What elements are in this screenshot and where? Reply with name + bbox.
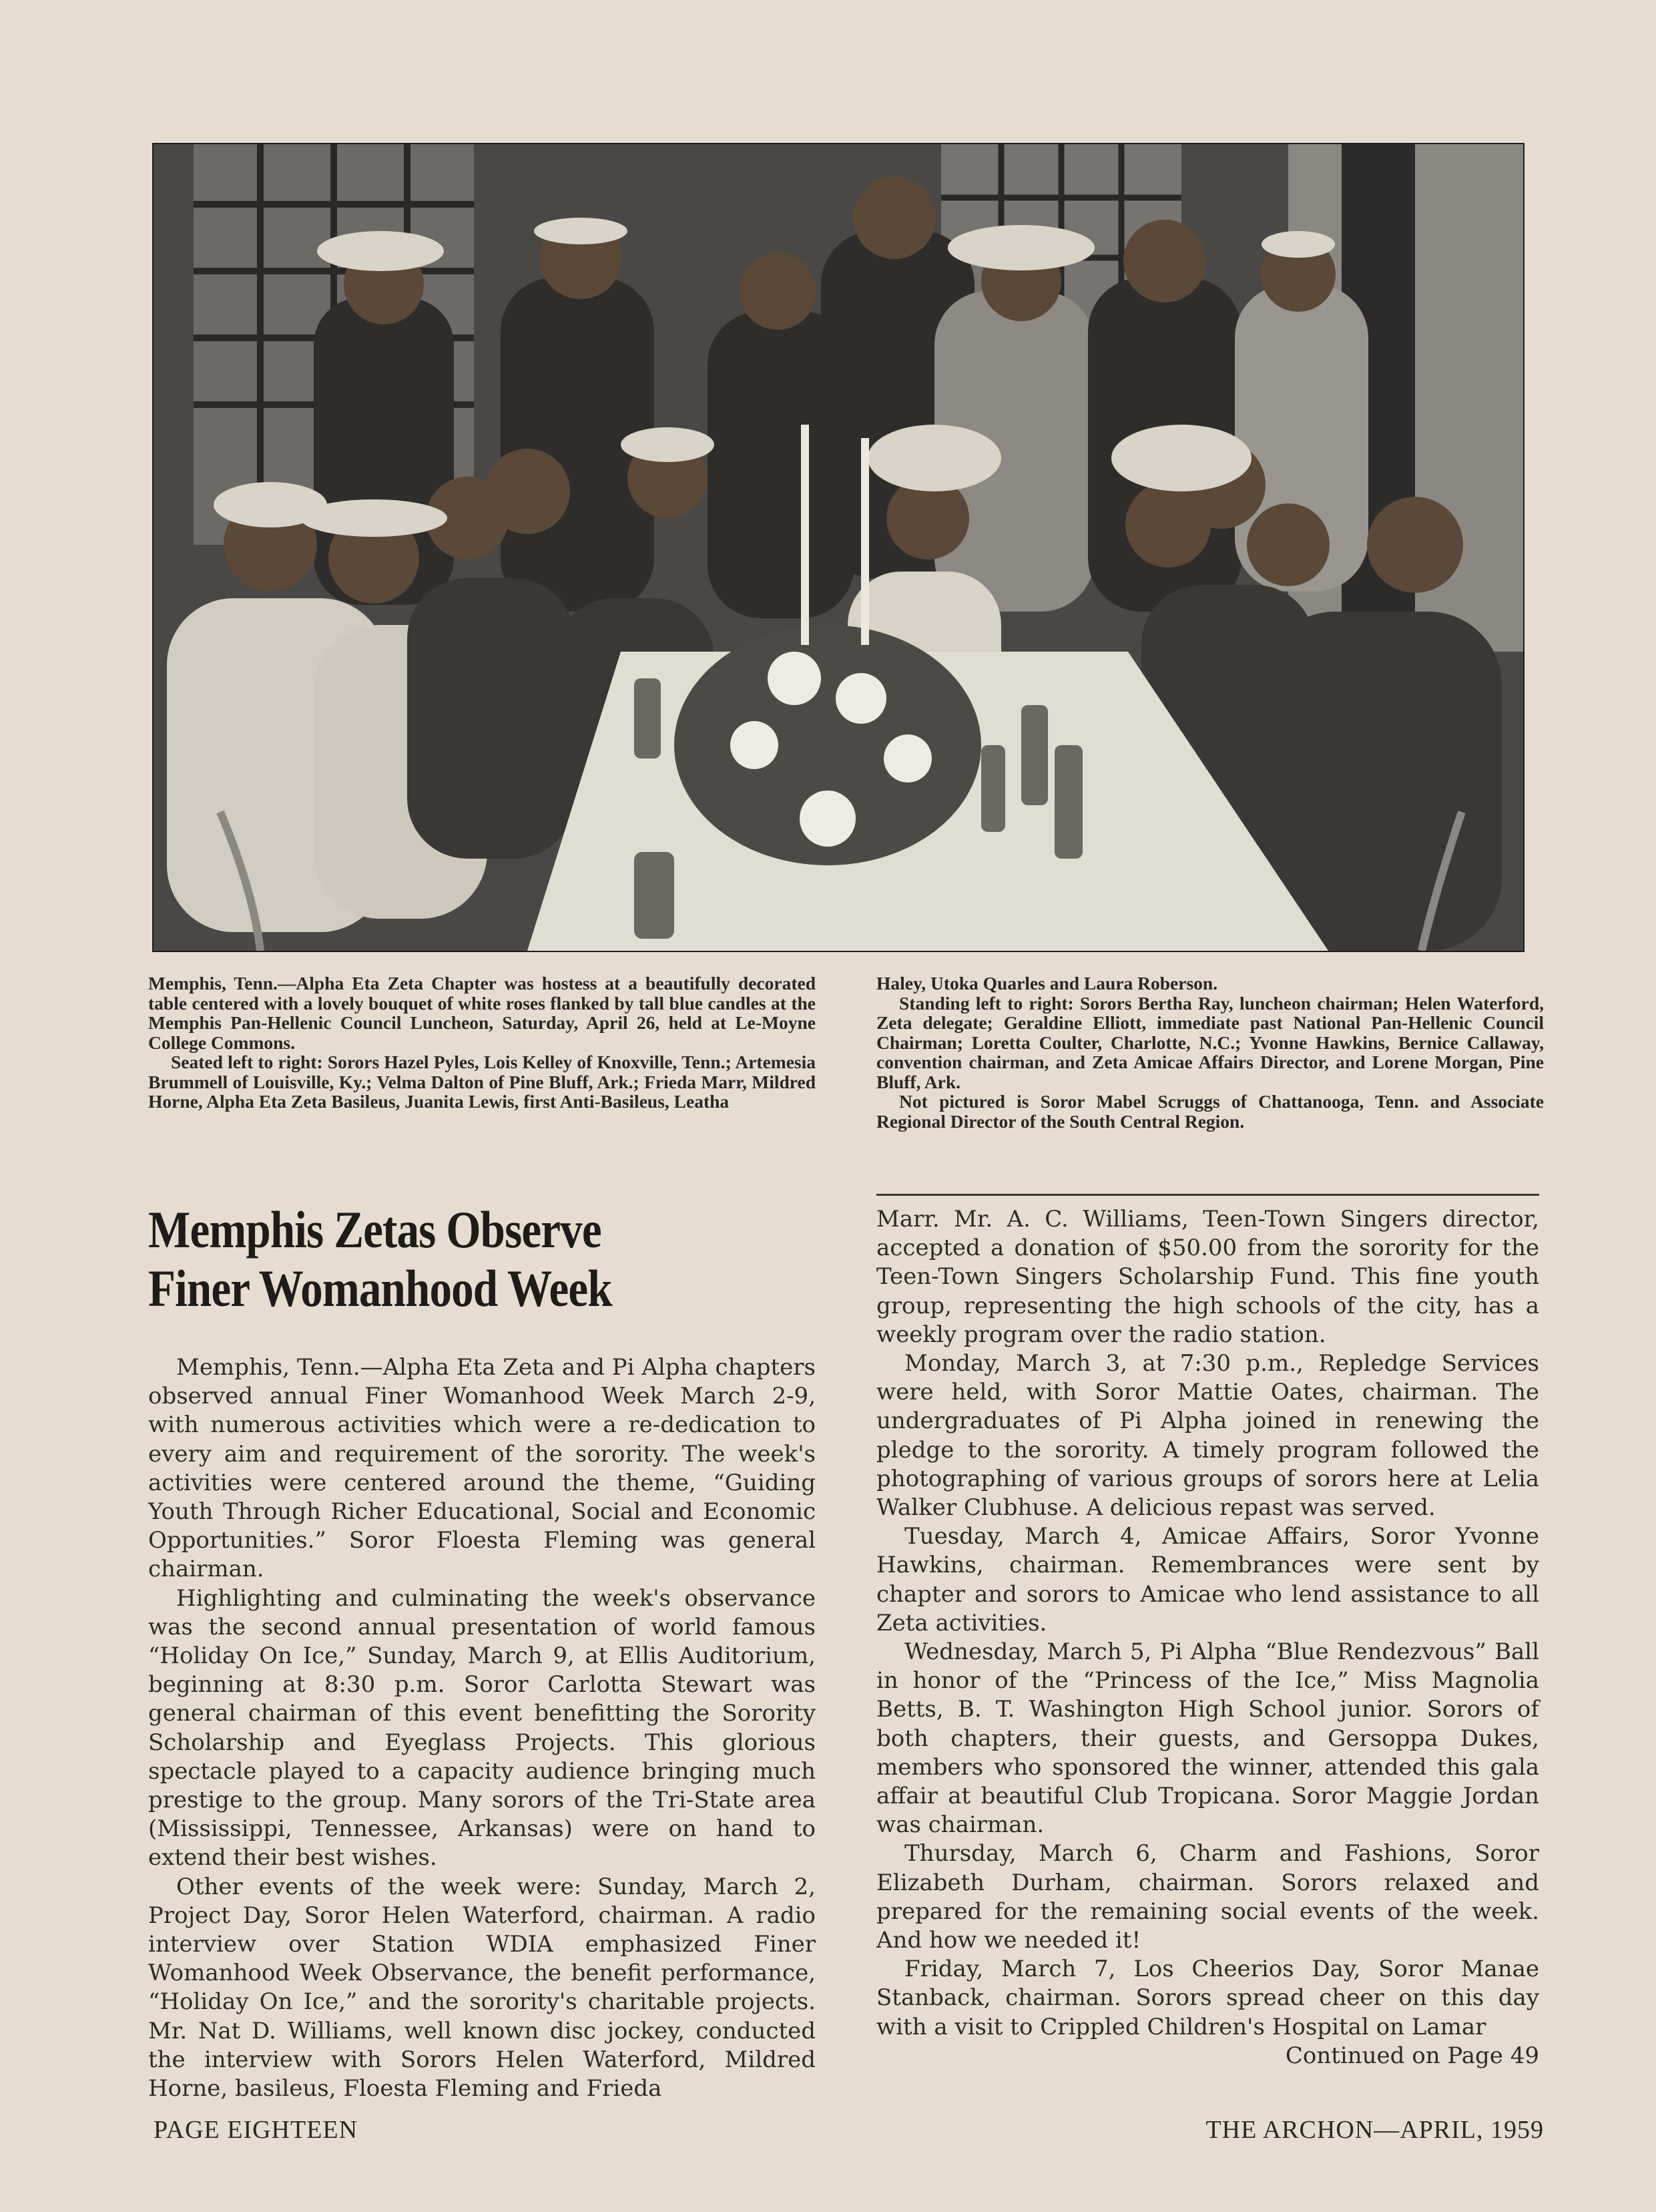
article-paragraph: Highlighting and culminating the week's observance was the second annual presentation of world famous “Holiday On Ice,” Sunday, March 9, at Ellis Auditorium, beginning at 8:30 p.m. Soror Carlotta Stewart was general chairman of this event benefitting the Sorority Scholarship and Eyeglass Projects. This glorious spectacle played to a capacity audience bringing much prestige to the group. Many sorors of the Tri-State area (Mississippi, Tennessee, Arkansas) were on hand to extend their best wishes. (148, 1584, 816, 1871)
headline-line: Memphis Zetas Observe (148, 1200, 601, 1259)
article-paragraph: Marr. Mr. A. C. Williams, Teen-Town Singers director, accepted a donation of $50.00 from the sorority for the Teen-Town Singers Scholarship Fund. This fine youth group, representing the high schools of the city, has a weekly program over the radio station. (876, 1206, 1539, 1348)
caption-paragraph: Memphis, Tenn.—Alpha Eta Zeta Chapter was hostess at a beautifully decorated table centered with a lovely bouquet of white roses flanked by tall blue candles at the Memphis Pan-Hellenic Council Luncheon, Saturday, April 26, held at Le-Moyne College Commons. (148, 973, 816, 1053)
article-paragraph: Thursday, March 6, Charm and Fashions, Soror Elizabeth Durham, chairman. Sorors relaxed and prepared for the remaining social events of the week. And how we needed it! (876, 1840, 1539, 1954)
group-photo (152, 143, 1525, 952)
article-paragraph: Memphis, Tenn.—Alpha Eta Zeta and Pi Alpha chapters observed annual Finer Womanhood Week March 2-9, with numerous activities which were a re-dedication to every aim and requirement of the sorority. The week's activities were centered around the theme, “Guiding Youth Through Richer Educational, Social and Economic Opportunities.” Soror Floesta Fleming was general chairman. (148, 1354, 816, 1583)
article-paragraph: Other events of the week were: Sunday, March 2, Project Day, Soror Helen Waterford, chairman. A radio interview over Station WDIA emphasized Finer Womanhood Week Observance, the benefit performance, “Holiday On Ice,” and the sorority's charitable projects. Mr. Nat D. Williams, well known disc jockey, conducted the interview with Sorors Helen Waterford, Mildred Horne, basileus, Floesta Fleming and Frieda (148, 1873, 816, 2103)
photo-caption-left (148, 973, 816, 1112)
article-column-left (148, 1353, 816, 2103)
photo-caption-right (876, 973, 1544, 1131)
continued-note: Continued on Page 49 (1285, 2042, 1539, 2069)
issue-line: THE ARCHON—APRIL, 1959 (1205, 2116, 1544, 2144)
article-paragraph: Tuesday, March 4, Amicae Affairs, Soror Yvonne Hawkins, chairman. Remembrances were sent by chapter and sorors to Amicae who lend assistance to all Zeta activities. (876, 1523, 1539, 1636)
caption-paragraph: Not pictured is Soror Mabel Scruggs of Chattanooga, Tenn. and Associate Regional Director of the South Central Region. (876, 1091, 1544, 1132)
caption-paragraph: Seated left to right: Sorors Hazel Pyles, Lois Kelley of Knoxville, Tenn.; Artemesia Brummell of Louisville, Ky.; Velma Dalton of Pine Bluff, Ark.; Frieda Marr, Mildred Horne, Alpha Eta Zeta Basileus, Juanita Lewis, first Anti-Basileus, Leatha (148, 1052, 816, 1112)
article-paragraph: Wednesday, March 5, Pi Alpha “Blue Rendezvous” Ball in honor of the “Princess of the Ice,” Miss Magnolia Betts, B. T. Washington High School junior. Sorors of both chapters, their guests, and Gersoppa Dukes, members who sponsored the winner, attended this gala affair at beautiful Club Tropicana. Soror Maggie Jordan was chairman. (876, 1638, 1539, 1839)
page-number: PAGE EIGHTEEN (154, 2116, 358, 2144)
article-column-right (876, 1205, 1539, 2070)
caption-paragraph: Haley, Utoka Quarles and Laura Roberson. (876, 973, 1218, 993)
headline-line: Finer Womanhood Week (148, 1259, 612, 1317)
caption-paragraph: Standing left to right: Sorors Bertha Ray, luncheon chairman; Helen Waterford, Zeta delegate; Geraldine Elliott, immediate past National Pan-Hellenic Council Chairman; Loretta Coulter, Charlotte, N.C.; Yvonne Hawkins, Bernice Callaway, convention chairman, and Zeta Amicae Affairs Director, and Lorene Morgan, Pine Bluff, Ark. (876, 992, 1544, 1092)
article-paragraph: Monday, March 3, at 7:30 p.m., Repledge Services were held, with Soror Mattie Oates, chairman. The undergraduates of Pi Alpha joined in renewing the pledge to the sorority. A timely program followed the photographing of various groups of sorors here at Lelia Walker Clubhuse. A delicious repast was served. (876, 1350, 1539, 1522)
article-headline (148, 1200, 722, 1318)
column-divider (876, 1194, 1539, 1196)
group-photo-illustration (154, 144, 1523, 951)
article-paragraph: Friday, March 7, Los Cheerios Day, Soror Manae Stanback, chairman. Sorors spread cheer on this day with a visit to Crippled Children's Hospital on Lamar (876, 1956, 1539, 2040)
